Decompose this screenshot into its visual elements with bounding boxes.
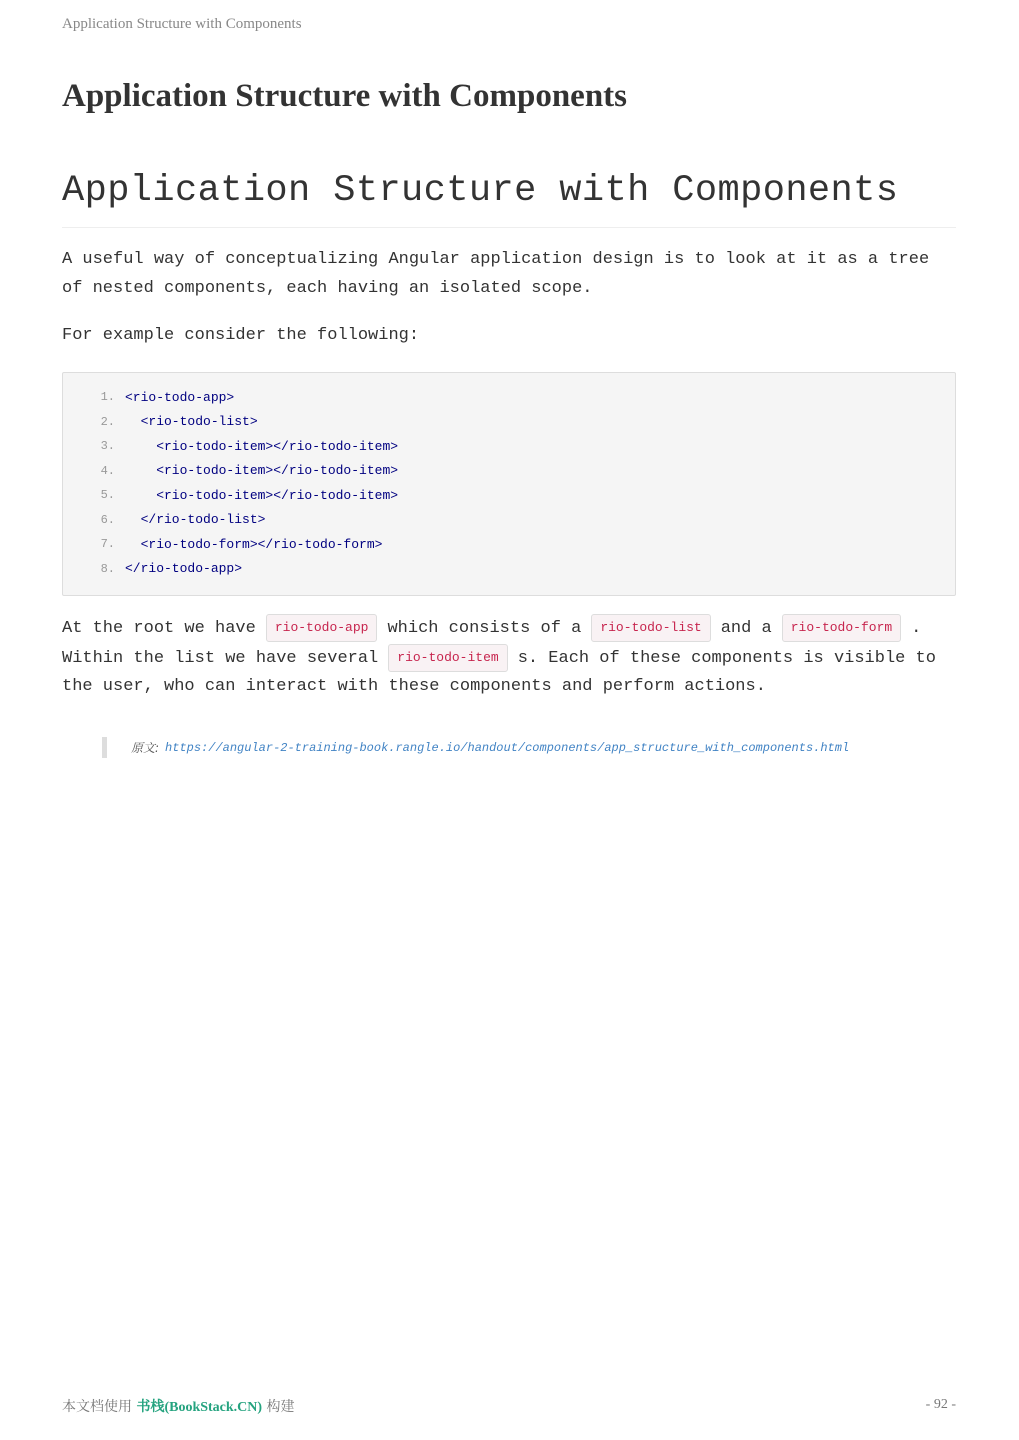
line-code: <rio-todo-item></rio-todo-item> (125, 463, 399, 479)
code-line (63, 410, 398, 435)
section-heading: Application Structure with Components (62, 170, 899, 212)
code-block (62, 372, 956, 596)
line-number: 5. (100, 488, 115, 503)
line-code: </rio-todo-list> (125, 512, 266, 528)
code-line (63, 557, 398, 582)
code-line (63, 434, 398, 459)
line-number: 1. (100, 390, 115, 405)
line-number: 4. (100, 463, 115, 478)
section-divider (62, 227, 956, 228)
line-code: <rio-todo-form></rio-todo-form> (125, 536, 383, 552)
running-header: Application Structure with Components (62, 16, 302, 32)
inline-code-rio-todo-list: rio-todo-list (591, 614, 710, 642)
source-label: 原文: (131, 741, 160, 755)
inline-code-rio-todo-form: rio-todo-form (782, 614, 901, 642)
page-number: - 92 - (925, 1397, 956, 1412)
line-number: 2. (100, 414, 115, 429)
line-number: 8. (100, 561, 115, 576)
code-line (63, 459, 398, 484)
explanation-text: and a (720, 619, 772, 638)
line-code: <rio-todo-item></rio-todo-item> (125, 487, 399, 503)
footer-credit (62, 1396, 295, 1416)
code-line (63, 483, 398, 508)
explanation-text: s. Each of these components is visible to the user, who can interact with these components and perform actions. (62, 648, 936, 696)
explanation-paragraph (62, 614, 956, 702)
footer-suffix: 构建 (266, 1399, 295, 1415)
explanation-text: At the root we have (62, 619, 256, 638)
line-code: <rio-todo-app> (125, 389, 235, 405)
code-line (63, 532, 398, 557)
line-code: <rio-todo-item></rio-todo-item> (125, 438, 399, 454)
inline-code-rio-todo-item: rio-todo-item (388, 644, 507, 672)
example-intro-paragraph: For example consider the following: (62, 326, 420, 345)
page-title: Application Structure with Components (62, 78, 628, 114)
source-quote (102, 737, 849, 758)
code-lines (63, 385, 398, 581)
line-number: 6. (100, 512, 115, 527)
footer-brand-link[interactable]: 书栈(BookStack.CN) (136, 1400, 263, 1415)
intro-paragraph: A useful way of conceptualizing Angular application design is to look at it as a tree of nested components, each having an isolated scope. (62, 250, 930, 298)
explanation-text: . Within the list we have several (62, 619, 922, 668)
line-number: 7. (100, 537, 115, 552)
code-line (63, 385, 398, 410)
source-link[interactable]: https://angular-2-training-book.rangle.io/handout/components/app_structure_with_components.html (165, 740, 850, 755)
line-code: </rio-todo-app> (125, 561, 243, 577)
line-code: <rio-todo-list> (125, 414, 258, 430)
inline-code-rio-todo-app: rio-todo-app (266, 614, 378, 642)
footer-prefix: 本文档使用 (62, 1399, 132, 1415)
line-number: 3. (100, 439, 115, 454)
explanation-text: which consists of a (387, 619, 582, 638)
code-line (63, 508, 398, 533)
